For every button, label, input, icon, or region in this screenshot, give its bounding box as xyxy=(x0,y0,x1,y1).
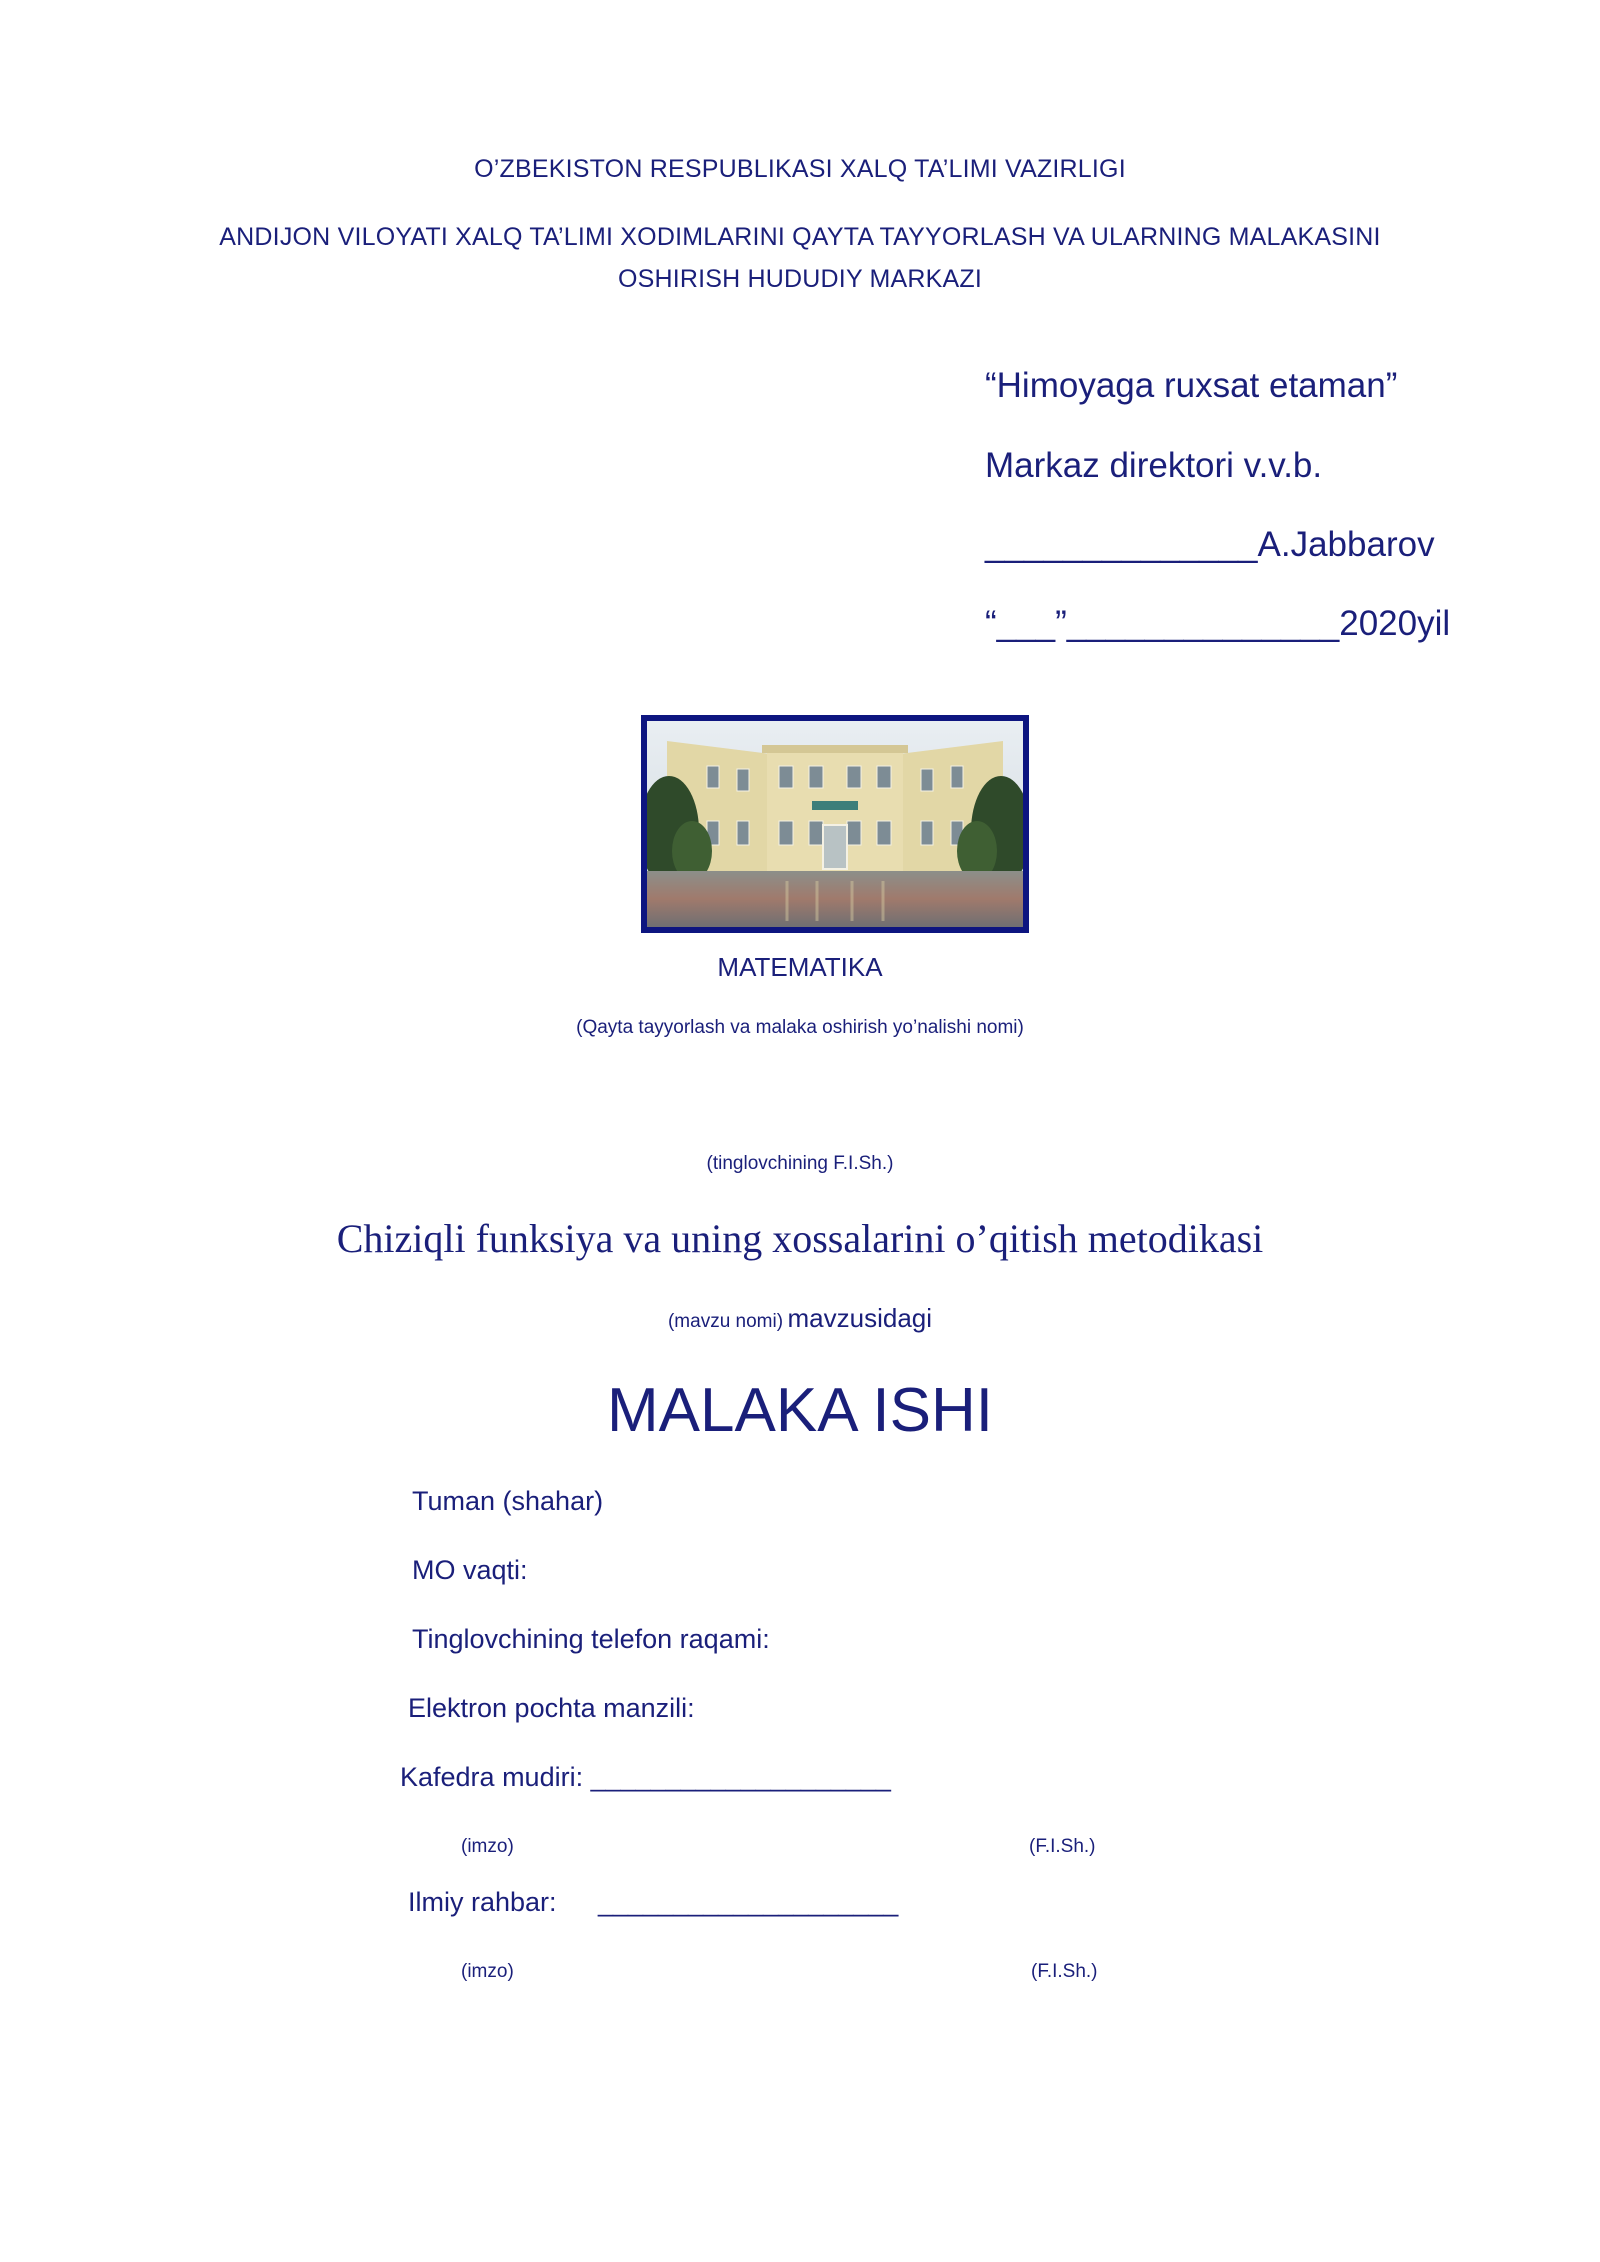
approval-signature xyxy=(985,525,1435,565)
date-day-blank: ___ xyxy=(996,604,1056,643)
supervisor-sign-caption: (imzo) xyxy=(461,1961,514,1982)
direction-name: MATEMATIKA xyxy=(717,952,883,982)
mo-time-label: MO vaqti: xyxy=(412,1555,528,1585)
head-label: Kafedra mudiri: xyxy=(400,1762,584,1792)
date-month-blank: ______________ xyxy=(1066,604,1340,643)
work-title: MALAKA ISHI xyxy=(607,1376,993,1445)
supervisor-row xyxy=(408,1887,557,1918)
approval-line2: Markaz direktori v.v.b. xyxy=(985,446,1323,485)
topic-caption: (mavzu nomi) xyxy=(667,1311,784,1332)
supervisor-label: Ilmiy rahbar: xyxy=(408,1887,557,1917)
phone-label: Tinglovchining telefon raqami: xyxy=(412,1624,770,1654)
center-title-line1: ANDIJON VILOYATI XALQ TA’LIMI XODIMLARINI QAYTA TAYYORLASH VA ULARNING MALAKASINI xyxy=(219,223,1381,251)
head-row xyxy=(400,1762,891,1793)
date-year: 2020yil xyxy=(1339,604,1451,643)
building-photo xyxy=(641,715,1029,933)
supervisor-signature-line: ____________________ xyxy=(598,1887,899,1917)
head-name-caption: (F.I.Sh.) xyxy=(1029,1836,1096,1857)
direction-caption: (Qayta tayyorlash va malaka oshirish yo’nalishi nomi) xyxy=(576,1017,1024,1038)
building-photo-image xyxy=(647,721,1023,927)
date-close-quote: ” xyxy=(1055,604,1067,643)
listener-caption: (tinglovchining F.I.Sh.) xyxy=(706,1153,894,1174)
topic-suffix: mavzusidagi xyxy=(787,1303,933,1333)
signature-line: ______________ xyxy=(985,525,1258,564)
topic-title: Chiziqli funksiya va uning xossalarini o’qitish metodikasi xyxy=(336,1216,1264,1261)
email-label: Elektron pochta manzili: xyxy=(408,1693,695,1723)
topic-caption-row xyxy=(0,1303,1600,1334)
date-open-quote: “ xyxy=(985,604,997,643)
district-label: Tuman (shahar) xyxy=(412,1486,604,1516)
approval-line1: “Himoyaga ruxsat etaman” xyxy=(985,366,1398,405)
supervisor-name-caption: (F.I.Sh.) xyxy=(1031,1961,1098,1982)
approval-date xyxy=(985,604,1450,644)
head-signature-line: ____________________ xyxy=(590,1762,891,1792)
signatory-name: A.Jabbarov xyxy=(1257,525,1435,564)
center-title-line2: OSHIRISH HUDUDIY MARKAZI xyxy=(617,265,983,293)
ministry-title: O’ZBEKISTON RESPUBLIKASI XALQ TA’LIMI VAZIRLIGI xyxy=(474,155,1126,183)
head-sign-caption: (imzo) xyxy=(461,1836,514,1857)
